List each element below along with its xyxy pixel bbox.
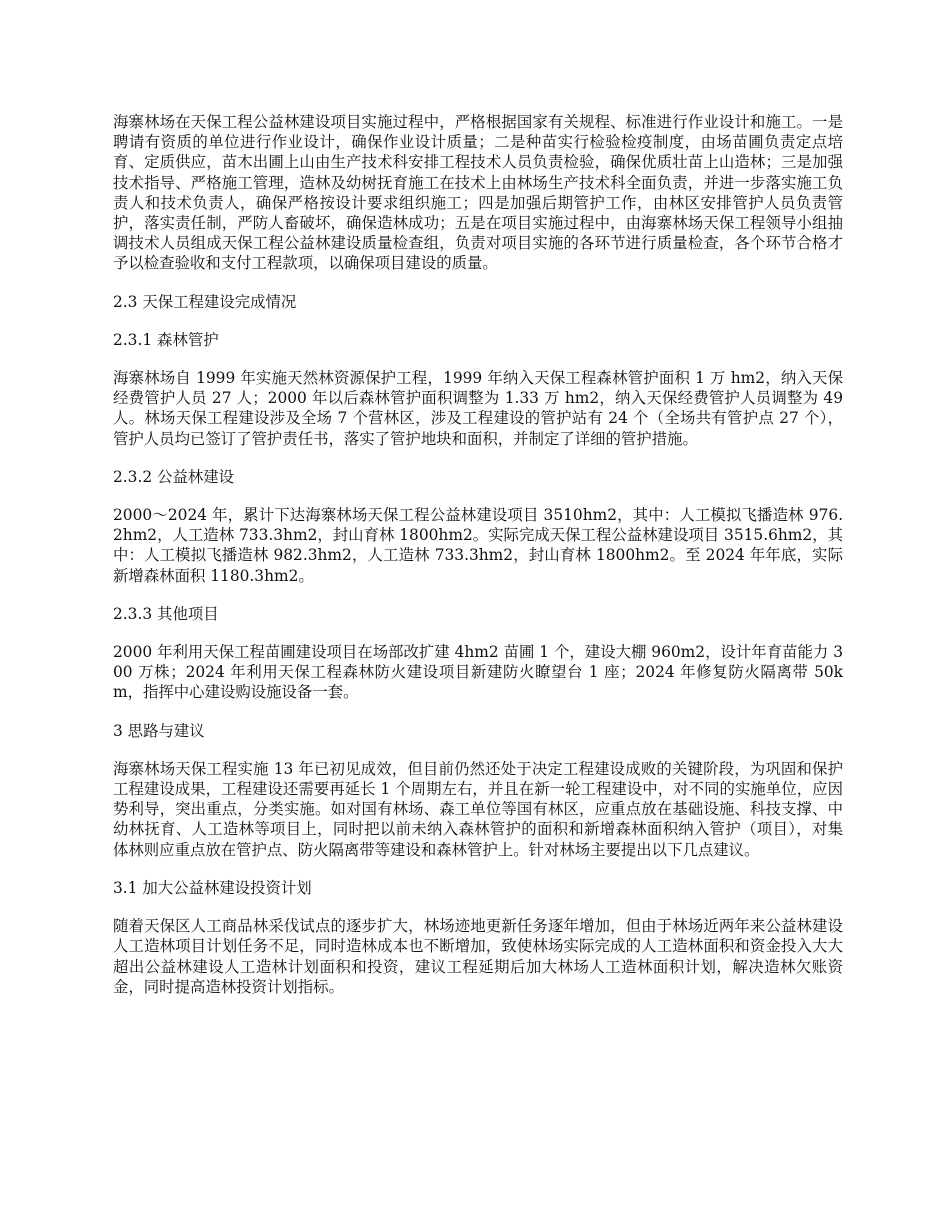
paragraph-ideas: 海寨林场天保工程实施 13 年已初见成效，但目前仍然还处于决定工程建设成败的关键阶段，为巩固和保护工程建设成果，工程建设还需要再延长 1 个周期左右，并且在新一轮工程建设中，对不同的实施单位，应因势利导，突出重点，分类实施。如对国有林场、森工单位等国有林区，应重点放在基础设施、科技支撑、中幼林抚育、人工造林等项目上，同时把以前未纳入森林管护的面积和新增森林面积纳入管护（项目），对集体林则应重点放在管护点、防火隔离带等建设和森林管护上。针对林场主要提出以下几点建议。 (113, 759, 843, 859)
heading-2-3: 2.3 天保工程建设完成情况 (113, 292, 297, 311)
paragraph-public-forest: 2000～2024 年，累计下达海寨林场天保工程公益林建设项目 3510hm2，其中：人工模拟飞播造林 976.2hm2，人工造林 733.3hm2，封山育林 1800hm2。实际完成天保工程公益林建设项目 3515.6hm2，其中：人工模拟飞播造林 982.3hm2，人工造林 733.3hm2，封山育林 1800hm2。至 2024 年年底，实际新增森林面积 1180.3hm2。 (113, 506, 843, 585)
heading-2-3-3: 2.3.3 其他项目 (113, 604, 219, 623)
heading-3-1: 3.1 加大公益林建设投资计划 (113, 878, 312, 897)
paragraph-quality-measures: 海寨林场在天保工程公益林建设项目实施过程中，严格根据国家有关规程、标准进行作业设计和施工。一是聘请有资质的单位进行作业设计，确保作业设计质量；二是种苗实行检验检疫制度，由场苗圃负责定点培育、定质供应，苗木出圃上山由生产技术科安排工程技术人员负责检验，确保优质壮苗上山造林；三是加强技术指导、严格施工管理，造林及幼树抚育施工在技术上由林场生产技术科全面负责，并进一步落实施工负责人和技术负责人，确保严格按设计要求组织施工；四是加强后期管护工作，由林区安排管护人员负责管护，落实责任制，严防人畜破坏，确保造林成功；五是在项目实施过程中，由海寨林场天保工程领导小组抽调技术人员组成天保工程公益林建设质量检查组，负责对项目实施的各环节进行质量检查，各个环节合格才予以检查验收和支付工程款项，以确保项目建设的质量。 (113, 113, 843, 273)
paragraph-investment: 随着天保区人工商品林采伐试点的逐步扩大，林场迹地更新任务逐年增加，但由于林场近两年来公益林建设人工造林项目计划任务不足，同时造林成本也不断增加，致使林场实际完成的人工造林面积和资金投入大大超出公益林建设人工造林计划面积和投资，建议工程延期后加大林场人工造林面积计划，解决造林欠账资金，同时提高造林投资计划指标。 (113, 917, 843, 996)
paragraph-other-projects: 2000 年利用天保工程苗圃建设项目在场部改扩建 4hm2 苗圃 1 个，建设大棚 960m2，设计年育苗能力 300 万株；2024 年利用天保工程森林防火建设项目新建防火瞭望台 1 座；2024 年修复防火隔离带 50km，指挥中心建设购设施设备一套。 (113, 643, 843, 702)
document-body (113, 112, 843, 1015)
heading-2-3-2: 2.3.2 公益林建设 (113, 467, 235, 486)
heading-3: 3 思路与建议 (113, 721, 205, 740)
heading-2-3-1: 2.3.1 森林管护 (113, 330, 219, 349)
paragraph-forest-protection: 海寨林场自 1999 年实施天然林资源保护工程，1999 年纳入天保工程森林管护面积 1 万 hm2，纳入天保经费管护人员 27 人；2000 年以后森林管护面积调整为 1.33 万 hm2，纳入天保经费管护人员调整为 49 人。林场天保工程建设涉及全场 7 个营林区，涉及工程建设的管护站有 24 个（全场共有管护点 27 个），管护人员均已签订了管护责任书，落实了管护地块和面积，并制定了详细的管护措施。 (113, 369, 843, 448)
